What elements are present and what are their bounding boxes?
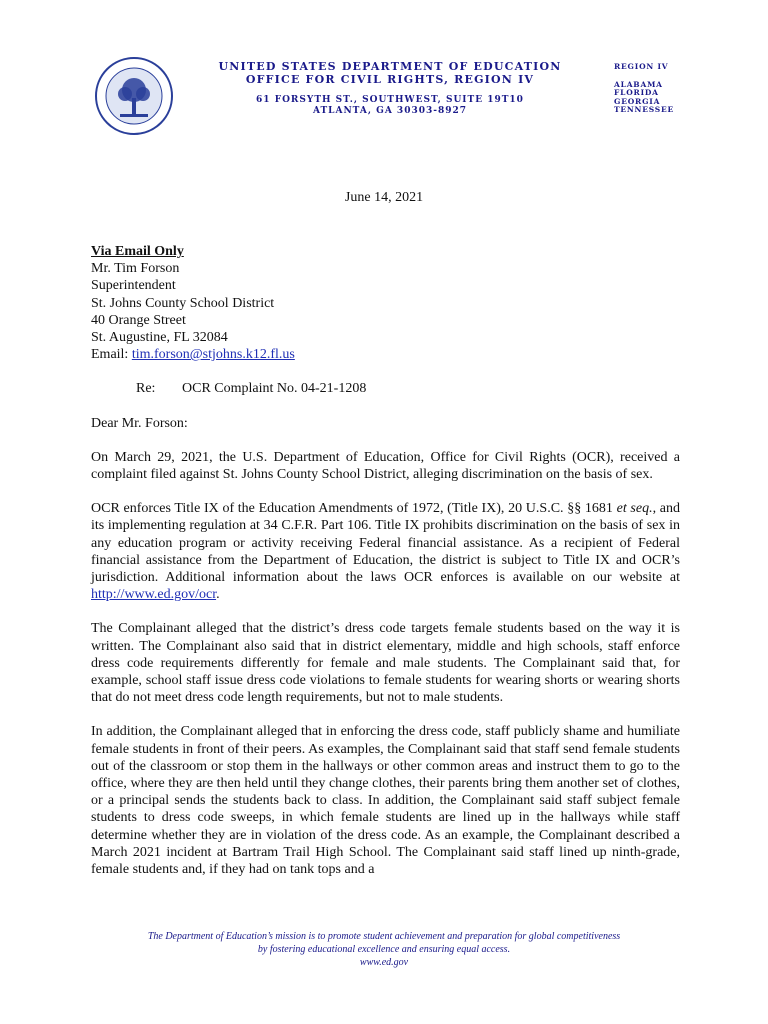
- paragraph-4: In addition, the Complainant alleged that in enforcing the dress code, staff publicly shame and humiliate female students in front of their peers. As examples, the Complainant said that staff send female students out of the classroom or stop them in the hallways or other common areas and instruct them to go to the office, where they are then held until they change clothes, their parents bring them another set of clothes, or a principal sends the students back to class. In addition, the Complainant said staff subject female students to dress code sweeps, in which female students are lined up in the hallways while staff determine whether they are in violation of the dress code. As an example, the Complainant described a March 2021 incident at Bartram Trail High School. The Complainant said staff lined up ninth-grade, female students and, if they had on tank tops and a: [91, 724, 680, 878]
- ocr-website-link[interactable]: http://www.ed.gov/ocr: [91, 587, 217, 603]
- recipient-title: Superintendent: [91, 278, 176, 294]
- letterhead: [200, 60, 580, 117]
- department-seal: [94, 56, 174, 136]
- footer-line1: The Department of Education’s mission is to promote student achievement and preparation for global competitiveness: [147, 931, 621, 942]
- paragraph-3: The Complainant alleged that the district’s dress code targets female students based on the way it is written. The Complainant also said that in district elementary, middle and high schools, staff enforce dress code requirements differently for female and male students. The Complainant said that, for example, school staff issue dress code violations to female students for wearing shorts or wearing shorts that do not meet dress code length requirements, but not to male students.: [91, 621, 680, 706]
- footer-line2: by fostering educational excellence and ensuring equal access.: [257, 944, 511, 955]
- paragraph-2-end: .: [216, 587, 220, 603]
- recipient-email-link[interactable]: tim.forson@stjohns.k12.fl.us: [131, 347, 295, 363]
- letter-body: [91, 243, 680, 895]
- region-block: [614, 63, 674, 115]
- region-label: REGION IV: [614, 62, 669, 71]
- addressee-block: [91, 243, 680, 363]
- recipient-street: 40 Orange Street: [91, 312, 186, 328]
- recipient-org: St. Johns County School District: [91, 295, 275, 311]
- recipient-email-line: [91, 346, 680, 363]
- et-seq: et seq.: [616, 501, 653, 517]
- agency-name: UNITED STATES DEPARTMENT OF EDUCATION: [218, 60, 562, 73]
- letter-date: June 14, 2021: [344, 190, 424, 205]
- email-label: Email:: [91, 347, 132, 363]
- footer-url: www.ed.gov: [359, 957, 409, 968]
- paragraph-1: On March 29, 2021, the U.S. Department of Education, Office for Civil Rights (OCR), received a complaint filed against St. Johns County School District, alleging discrimination on the basis of sex.: [91, 449, 680, 483]
- region-state: FLORIDA: [614, 88, 659, 97]
- region-states: [614, 81, 674, 115]
- reference-line: [91, 380, 680, 397]
- paragraph-2-text-b: , and its implementing regulation at 34 C.F.R. Part 106. Title IX prohibits discrimination on the basis of sex in any education program or activity receiving Federal financial assistance. As a recipient of Federal financial assistance from the Department of Education, the district is subject to Title IX and OCR’s jurisdiction. Additional information about the laws OCR enforces is available on our website at: [91, 501, 681, 586]
- recipient-city: St. Augustine, FL 32084: [91, 330, 228, 346]
- office-name: OFFICE FOR CIVIL RIGHTS, REGION IV: [245, 73, 535, 86]
- salutation: Dear Mr. Forson:: [91, 415, 188, 431]
- delivery-method: Via Email Only: [91, 244, 184, 259]
- complaint-number: OCR Complaint No. 04-21-1208: [182, 381, 367, 397]
- recipient-name: Mr. Tim Forson: [91, 261, 180, 277]
- region-state: TENNESSEE: [614, 105, 675, 114]
- region-state: GEORGIA: [614, 96, 661, 106]
- office-address-line2: ATLANTA, GA 30303-8927: [312, 106, 468, 116]
- paragraph-2: [91, 500, 680, 603]
- paragraph-2-text-a: OCR enforces Title IX of the Education Amendments of 1972, (Title IX), 20 U.S.C. §§ 1681: [91, 501, 617, 517]
- region-state: ALABAMA: [614, 79, 663, 89]
- office-address-line1: 61 FORSYTH ST., SOUTHWEST, SUITE 19T10: [256, 95, 524, 105]
- re-label: Re:: [136, 381, 156, 397]
- mission-footer: [0, 930, 768, 969]
